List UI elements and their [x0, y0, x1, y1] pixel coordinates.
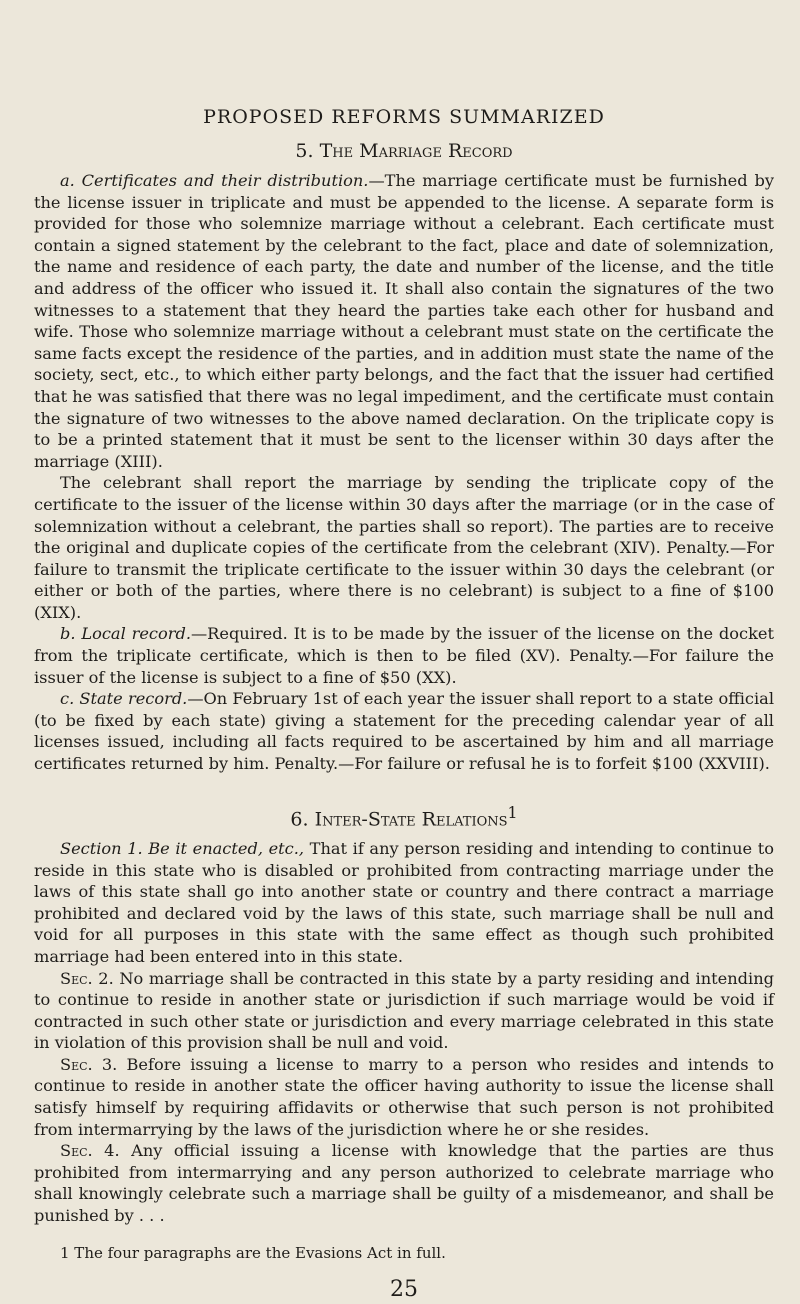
paragraph-text: —On February 1st of each year the issuer shall report to a state official (to be fixed by each state) giving a statement for the preceding calendar year of all licenses issued, including all facts required to be ascertained by him and all marriage certificates returned by him. Penalty.—For failure or refusal he is to forfeit $100 (XXVIII). [34, 689, 774, 774]
paragraph-text: —Required. It is to be made by the issuer of the license on the docket from the triplicate certificate, which is then to be filed (XV). Penalty.—For failure the issuer of the license is subject to a fine of $50 (XX). [34, 624, 774, 687]
section-5-title: The Marriage Record [319, 140, 513, 162]
paragraph-lead: b. Local record. [60, 624, 191, 644]
paragraph-lead: Section 1. Be it enacted, etc., [60, 838, 305, 858]
section-6-heading [34, 803, 774, 830]
paragraph-celebrant-report [34, 472, 774, 623]
paragraph-lead: Sec. 2. [60, 968, 114, 988]
paragraph-section-1 [34, 838, 774, 968]
paragraph-text: Any official issuing a license with knowledge that the parties are thus prohibited from intermarrying and any person authorized to celebrate marriage who shall knowingly celebrate such a marriage shall be guilty of a misdemeanor, and shall be punished by . . . [34, 1141, 774, 1226]
paragraph-section-2 [34, 968, 774, 1054]
paragraph-lead: c. State record. [60, 689, 188, 709]
paragraph-text: Before issuing a license to marry to a person who resides and intends to continue to reside in another state the officer having authority to issue the license shall satisfy himself by requiring affidavits or otherwise that such person is not prohibited from intermarrying by the laws of the jurisdiction where he or she resides. [34, 1054, 774, 1139]
running-head: PROPOSED REFORMS SUMMARIZED [203, 106, 605, 128]
section-5-number: 5. [295, 140, 314, 162]
paragraph-lead: Sec. 4. [60, 1141, 120, 1161]
paragraph-text: The celebrant shall report the marriage by sending the triplicate copy of the certificate to the issuer of the license within 30 days after the marriage (or in the case of solemnization without a celebrant, the parties shall so report). The parties are to receive the original and duplicate copies of the certificate from the celebrant (XIV). Penalty.—For failure to transmit the triplicate certificate to the issuer within 30 days the celebrant (or either or both of the parties, where there is no celebrant) is subject to a fine of $100 (XIX). [34, 473, 774, 622]
section-spacer [34, 775, 774, 797]
footnote: 1 The four paragraphs are the Evasions Act in full. [60, 1243, 446, 1262]
paragraph-local-record [34, 623, 774, 688]
paragraph-text: That if any person residing and intending to continue to reside in this state who is disabled or prohibited from contracting marriage under the laws of this state shall go into another state or country and there contract a marriage prohibited and declared void by the laws of this state, such marriage shall be null and void for all purposes in this state with the same effect as though such prohibited marriage had been entered into in this state. [34, 838, 774, 966]
section-6-number: 6. [290, 807, 309, 830]
paragraph-certificates [34, 170, 774, 472]
paragraph-lead: a. Certificates and their distribution. [60, 171, 369, 190]
section-6-title: Inter-State Relations [314, 807, 508, 830]
paragraph-text: —The marriage certificate must be furnished by the license issuer in triplicate and must be appended to the license. A separate form is provided for those who solemnize marriage without a celebrant. Each certificate must contain a signed statement by the celebrant to the fact, place and date of solemnization, the name and residence of each party, the date and number of the license, and the title and address of the officer who issued it. It shall also contain the signatures of the two witnesses to a statement that they heard the parties take each other for husband and wife. Those who solemnize marriage without a celebrant must state on the certificate the same facts except the residence of the parties, and in addition must state the name of the society, sect, etc., to which either party belongs, and the fact that the issuer had certified that he was satisfied that there was no legal impediment, and the certificate must contain the signature of two witnesses to the above named declaration. On the triplicate copy is to be a printed statement that it must be sent to the licenser within 30 days after the marriage (XIII). [34, 171, 774, 471]
paragraph-state-record [34, 688, 774, 774]
page-number: 25 [390, 1276, 418, 1302]
paragraph-text: No marriage shall be contracted in this state by a party residing and intending to continue to reside in another state or jurisdiction if such marriage would be void if contracted in such other state or jurisdiction and every marriage celebrated in this state in violation of this provision shall be null and void. [34, 968, 774, 1053]
paragraph-section-4 [34, 1140, 774, 1226]
paragraph-lead: Sec. 3. [60, 1054, 118, 1074]
section-5-heading [34, 140, 774, 162]
paragraph-section-3 [34, 1054, 774, 1140]
footnote-marker: 1 [507, 802, 518, 822]
